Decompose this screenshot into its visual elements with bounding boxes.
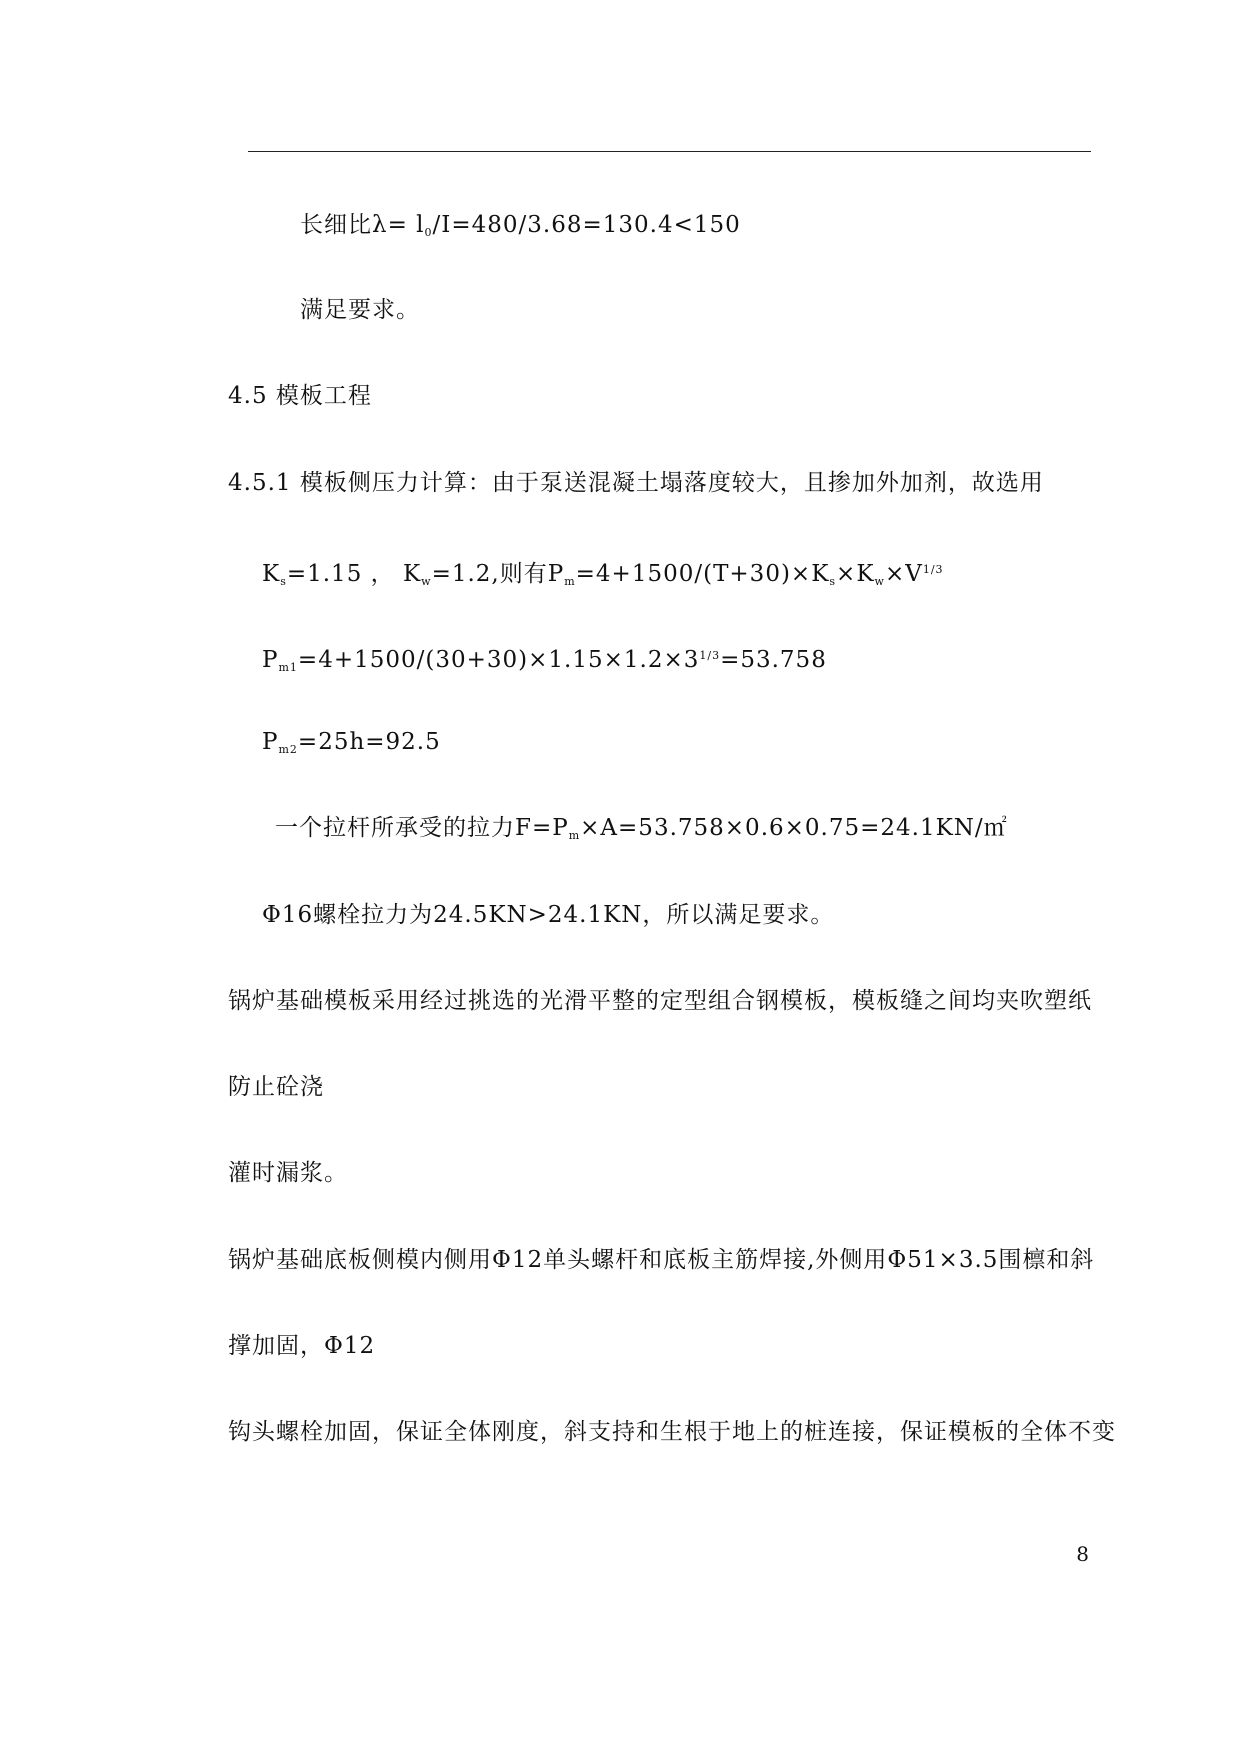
paragraph-formwork-3: 灌时漏浆。 <box>228 1160 348 1186</box>
paragraph-formwork-1: 锅炉基础模板采用经过挑选的光滑平整的定型组合钢模板，模板缝之间均夹吹塑纸 <box>228 988 1092 1014</box>
requirement-met-line: 满足要求。 <box>300 297 420 323</box>
slenderness-line: 长细比$\lambda= l_0/I=480/3.68=130.4<150$ <box>300 212 741 239</box>
paragraph-formwork-6: 钩头螺栓加固，保证全体刚度，斜支持和生根于地上的桩连接，保证模板的全体不变 <box>228 1419 1116 1445</box>
page-number: 8 <box>1076 1542 1089 1566</box>
section-heading-4-5: 4.5 模板工程 <box>228 383 372 409</box>
paragraph-formwork-5: 撑加固，Φ12 <box>228 1333 376 1359</box>
formula-line-ks-kw: $K_s=1.15$ ， $K_w=1.2$,则有$P_m=4+1500/(T+30)\times K_s\times K_w\times V^{1/3}$ <box>262 561 944 588</box>
tie-rod-force-line: 一个拉杆所承受的拉力$F=P_m\times A=53.758\times 0.6\times 0.75=24.1KN/㎡$ <box>275 815 1008 842</box>
header-rule <box>248 151 1091 152</box>
bolt-capacity-line: Φ16螺栓拉力为24.5KN>24.1KN，所以满足要求。 <box>262 902 835 928</box>
paragraph-formwork-2: 防止砼浇 <box>228 1074 324 1100</box>
paragraph-formwork-4: 锅炉基础底板侧模内侧用Φ12单头螺杆和底板主筋焊接,外侧用Φ51×3.5围檩和斜 <box>228 1247 1095 1273</box>
formula-line-pm1: $P_{m1}=4+1500/(30+30)\times 1.15\times 1.2\times 3^{1/3}=53.758$ <box>262 647 827 674</box>
section-4-5-1-text: 4.5.1 模板侧压力计算：由于泵送混凝土塌落度较大，且掺加外加剂，故选用 <box>228 470 1044 496</box>
formula-line-pm2: $P_{m2}=25h=92.5$ <box>262 729 441 756</box>
